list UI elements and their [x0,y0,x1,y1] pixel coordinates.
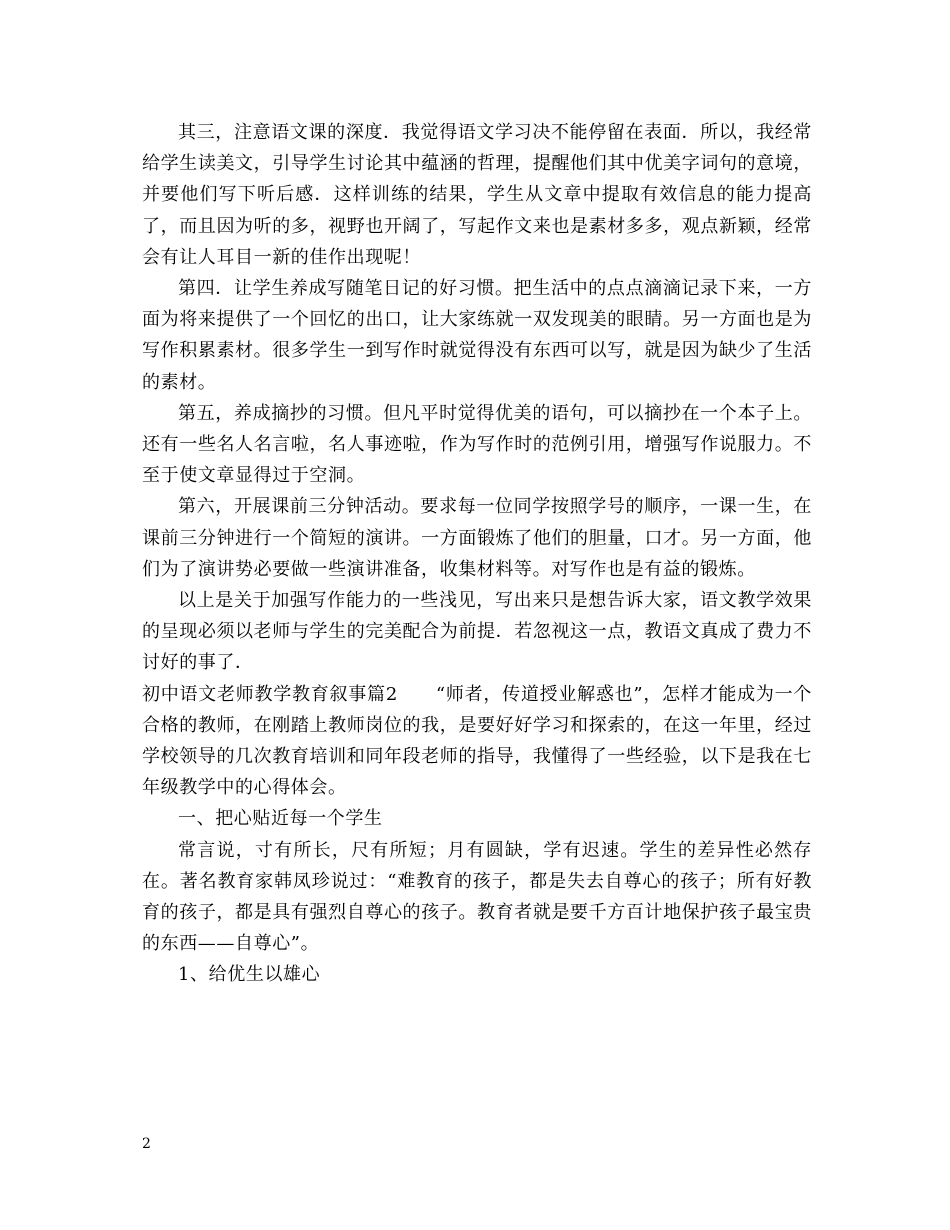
subheading-ambition-for-top-students: 1、给优生以雄心 [178,964,321,986]
paragraph-depth-of-chinese-class: 其三，注意语文课的深度．我觉得语文学习决不能停留在表面．所以，我经常给学生读美文，引导学生讨论其中蕴涵的哲理，提醒他们其中优美字词句的意境，并要他们写下听后感．这样训练的结果，学生从文章中提取有效信息的能力提高了，而且因为听的多，视野也开阔了，写起作文来也是素材多多，观点新颖，经常会有让人耳目一新的佳作出现呢！ [142,122,812,268]
paragraph-excerpt-habit: 第五，养成摘抄的习惯。但凡平时觉得优美的语句，可以摘抄在一个本子上。还有一些名人名言啦，名人事迹啦，作为写作时的范例引用，增强写作说服力。不至于使文章显得过于空洞。 [142,402,812,487]
paragraph-conclusion: 以上是关于加强写作能力的一些浅见，写出来只是想告诉大家，语文教学效果的呈现必须以老师与学生的完美配合为前提．若忽视这一点，教语文真成了费力不讨好的事了． [142,590,812,674]
section-heading-close-to-students: 一、把心贴近每一个学生 [178,808,383,830]
paragraph-three-minute-activity: 第六，开展课前三分钟活动。要求每一位同学按照学号的顺序，一课一生，在课前三分钟进行一个简短的演讲。一方面锻炼了他们的胆量，口才。另一方面，他们为了演讲势必要做一些演讲准备，收集材料等。对写作也是有益的锻炼。 [142,496,812,580]
paragraph-article-two-intro [142,679,812,804]
page-number: 2 [142,1136,151,1152]
paragraph-student-differences: 常言说，寸有所长，尺有所短；月有圆缺，学有迟速。学生的差异性必然存在。著名教育家韩凤珍说过：“难教育的孩子，都是失去自尊心的孩子；所有好教育的孩子，都是具有强烈自尊心的孩子。教育者就是要千方百计地保护孩子最宝贵的东西——自尊心”。 [142,839,812,955]
article-title: 初中语文老师教学教育叙事篇2 [142,683,398,705]
article-intro-text: “师者，传道授业解惑也”，怎样才能成为一个合格的教师，在刚踏上教师岗位的我，是要好好学习和探索的，在这一年里，经过学校领导的几次教育培训和同年段老师的指导，我懂得了一些经验，以下是我在七年级教学中的心得体会。 [142,683,812,799]
paragraph-essay-diary-habit: 第四．让学生养成写随笔日记的好习惯。把生活中的点点滴滴记录下来，一方面为将来提供了一个回忆的出口，让大家练就一双发现美的眼睛。另一方面也是为写作积累素材。很多学生一到写作时就觉得没有东西可以写，就是因为缺少了生活的素材。 [142,278,812,393]
document-body [142,117,812,991]
